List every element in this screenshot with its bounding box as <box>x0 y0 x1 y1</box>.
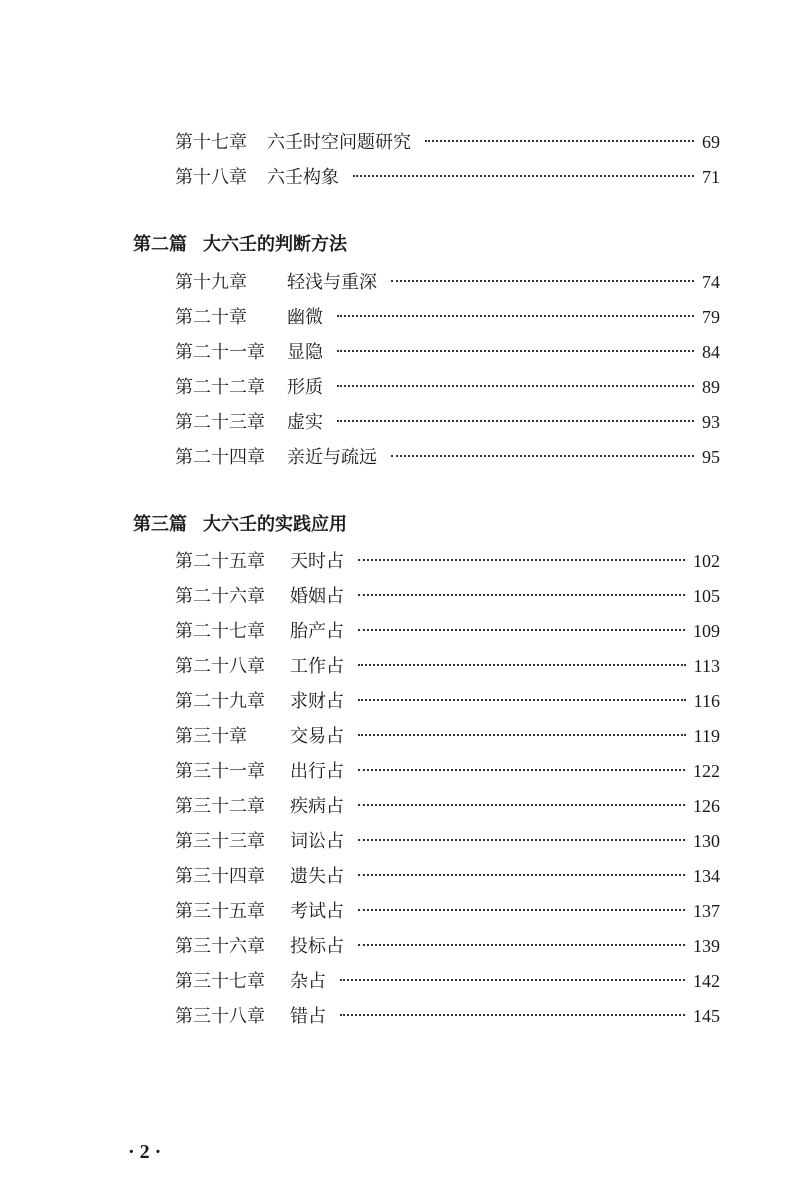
dot-leader <box>358 734 686 736</box>
chapter-number: 第二十四章 <box>175 447 265 468</box>
toc-entry <box>175 340 720 364</box>
dot-leader <box>340 1014 685 1016</box>
chapter-title: 交易占 <box>290 726 344 747</box>
toc-entry <box>175 724 720 748</box>
toc-entry <box>175 165 720 189</box>
page-number: 130 <box>693 831 720 851</box>
chapter-number: 第二十九章 <box>175 691 265 712</box>
toc-entry <box>175 969 720 993</box>
chapter-title: 疾病占 <box>290 796 344 817</box>
dot-leader <box>391 455 694 457</box>
chapter-number: 第二十七章 <box>175 621 265 642</box>
dot-leader <box>391 280 694 282</box>
chapter-number: 第三十四章 <box>175 866 265 887</box>
toc-entry <box>175 759 720 783</box>
chapter-title: 六壬构象 <box>267 167 339 188</box>
chapter-number: 第二十八章 <box>175 656 265 677</box>
dot-leader <box>353 175 694 177</box>
page-number: 105 <box>693 586 720 606</box>
page-number: 74 <box>702 272 720 292</box>
toc-entry <box>175 305 720 329</box>
page-number: 84 <box>702 342 720 362</box>
chapter-title: 形质 <box>287 377 323 398</box>
chapter-number: 第三十三章 <box>175 831 265 852</box>
dot-leader <box>425 140 694 142</box>
toc-entry <box>175 899 720 923</box>
dot-leader <box>337 350 694 352</box>
page-number: 71 <box>702 167 720 187</box>
chapter-number: 第三十八章 <box>175 1006 265 1027</box>
page-number: 122 <box>693 761 720 781</box>
chapter-number: 第二十一章 <box>175 342 265 363</box>
toc-entry <box>175 794 720 818</box>
toc-entry <box>175 410 720 434</box>
chapter-title: 考试占 <box>290 901 344 922</box>
toc-entry <box>175 1004 720 1028</box>
chapter-title: 轻浅与重深 <box>287 272 377 293</box>
dot-leader <box>337 420 694 422</box>
chapter-number: 第二十章 <box>175 307 247 328</box>
chapter-number: 第十八章 <box>175 167 247 188</box>
dot-leader <box>358 664 686 666</box>
chapter-title: 亲近与疏远 <box>287 447 377 468</box>
page-number: 102 <box>693 551 720 571</box>
footer-page-number: · 2 · <box>128 1141 162 1163</box>
chapter-title: 杂占 <box>290 971 326 992</box>
toc-entry <box>175 829 720 853</box>
dot-leader <box>358 594 685 596</box>
chapter-number: 第三十五章 <box>175 901 265 922</box>
chapter-title: 错占 <box>290 1006 326 1027</box>
page-number: 95 <box>702 447 720 467</box>
page-number: 137 <box>693 901 720 921</box>
dot-leader <box>358 944 685 946</box>
chapter-title: 婚姻占 <box>290 586 344 607</box>
page-number: 113 <box>693 656 720 676</box>
dot-leader <box>358 769 685 771</box>
dot-leader <box>358 629 685 631</box>
chapter-title: 虚实 <box>287 412 323 433</box>
toc-entry <box>175 445 720 469</box>
chapter-number: 第十九章 <box>175 272 247 293</box>
chapter-title: 工作占 <box>290 656 344 677</box>
chapter-title: 投标占 <box>290 936 344 957</box>
chapter-title: 求财占 <box>290 691 344 712</box>
chapter-title: 遗失占 <box>290 866 344 887</box>
dot-leader <box>358 699 686 701</box>
dot-leader <box>340 979 685 981</box>
chapter-title: 幽微 <box>287 307 323 328</box>
dot-leader <box>358 909 685 911</box>
chapter-number: 第二十五章 <box>175 551 265 572</box>
chapter-title: 六壬时空问题研究 <box>267 132 411 153</box>
page-number: 126 <box>693 796 720 816</box>
chapter-number: 第二十三章 <box>175 412 265 433</box>
chapter-title: 胎产占 <box>290 621 344 642</box>
dot-leader <box>337 315 694 317</box>
page-number: 116 <box>693 691 720 711</box>
toc-entry <box>175 549 720 573</box>
page-number: 79 <box>702 307 720 327</box>
toc-entry <box>175 689 720 713</box>
chapter-number: 第二十二章 <box>175 377 265 398</box>
page-number: 145 <box>693 1006 720 1026</box>
part-heading <box>133 513 347 537</box>
toc-entry <box>175 584 720 608</box>
part-title: 大六壬的判断方法 <box>203 234 347 255</box>
part-heading <box>133 233 347 257</box>
chapter-title: 词讼占 <box>290 831 344 852</box>
toc-entry <box>175 130 720 154</box>
dot-leader <box>337 385 694 387</box>
page-number: 93 <box>702 412 720 432</box>
chapter-title: 出行占 <box>290 761 344 782</box>
part-title: 大六壬的实践应用 <box>203 514 347 535</box>
chapter-number: 第三十一章 <box>175 761 265 782</box>
toc-entry <box>175 375 720 399</box>
chapter-number: 第三十二章 <box>175 796 265 817</box>
page-number: 119 <box>693 726 720 746</box>
dot-leader <box>358 839 685 841</box>
chapter-number: 第三十六章 <box>175 936 265 957</box>
dot-leader <box>358 874 685 876</box>
page-number: 109 <box>693 621 720 641</box>
toc-entry <box>175 864 720 888</box>
page-number: 139 <box>693 936 720 956</box>
chapter-number: 第十七章 <box>175 132 247 153</box>
chapter-number: 第二十六章 <box>175 586 265 607</box>
page-number: 142 <box>693 971 720 991</box>
toc-entry <box>175 934 720 958</box>
page-number: 89 <box>702 377 720 397</box>
page-number: 69 <box>702 132 720 152</box>
part-label: 第三篇 <box>133 514 187 535</box>
page-number: 134 <box>693 866 720 886</box>
toc-entry <box>175 270 720 294</box>
chapter-number: 第三十章 <box>175 726 247 747</box>
chapter-title: 显隐 <box>287 342 323 363</box>
dot-leader <box>358 804 685 806</box>
dot-leader <box>358 559 685 561</box>
toc-entry <box>175 619 720 643</box>
toc-entry <box>175 654 720 678</box>
chapter-number: 第三十七章 <box>175 971 265 992</box>
chapter-title: 天时占 <box>290 551 344 572</box>
part-label: 第二篇 <box>133 234 187 255</box>
